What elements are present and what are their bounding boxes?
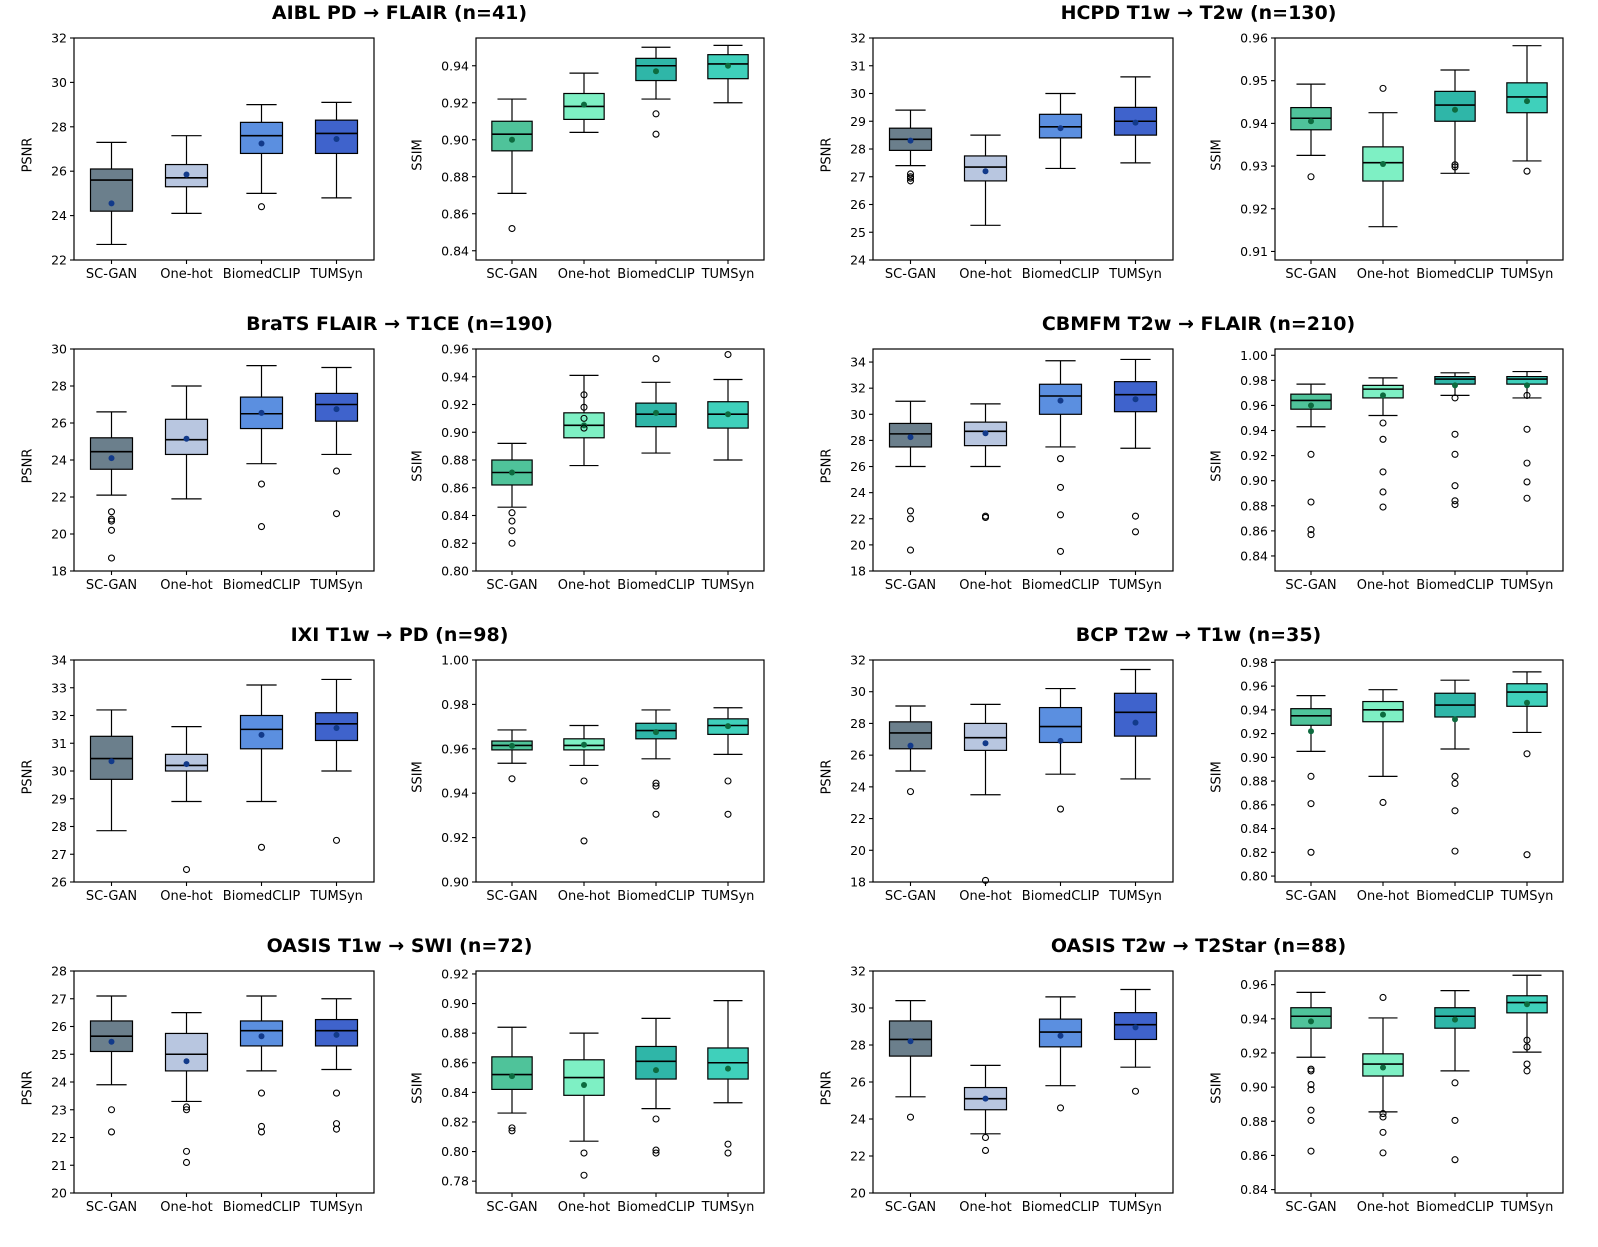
svg-text:0.92: 0.92: [1240, 201, 1268, 217]
svg-text:24: 24: [51, 1074, 67, 1090]
boxplot-svg: [420, 652, 772, 908]
psnr-subplot: [20, 963, 390, 1215]
svg-text:TUMSyn: TUMSyn: [1500, 578, 1554, 593]
svg-text:TUMSyn: TUMSyn: [1500, 267, 1554, 282]
svg-text:22: 22: [51, 252, 67, 268]
svg-text:One-hot: One-hot: [959, 1200, 1012, 1215]
svg-text:26: 26: [51, 874, 67, 890]
svg-text:27: 27: [51, 991, 67, 1007]
svg-text:25: 25: [51, 1046, 67, 1062]
panel-title: BraTS FLAIR → T1CE (n=190): [246, 313, 553, 335]
svg-text:30: 30: [850, 684, 866, 700]
svg-text:22: 22: [51, 1130, 67, 1145]
svg-text:20: 20: [51, 1185, 67, 1201]
svg-text:0.94: 0.94: [441, 785, 469, 801]
svg-text:0.94: 0.94: [1240, 115, 1268, 131]
svg-text:24: 24: [850, 485, 866, 501]
svg-text:0.94: 0.94: [1240, 702, 1268, 718]
svg-text:26: 26: [51, 163, 67, 179]
ssim-subplot: [410, 652, 780, 904]
svg-text:30: 30: [51, 341, 67, 357]
svg-text:0.92: 0.92: [441, 966, 469, 982]
psnr-subplot: [819, 30, 1189, 282]
svg-text:32: 32: [850, 30, 866, 46]
svg-text:0.84: 0.84: [1240, 821, 1268, 837]
svg-text:SC-GAN: SC-GAN: [486, 267, 538, 282]
svg-text:20: 20: [51, 526, 67, 542]
svg-text:30: 30: [51, 763, 67, 779]
svg-text:One-hot: One-hot: [557, 889, 611, 904]
ssim-subplot: [1209, 341, 1579, 593]
svg-text:0.96: 0.96: [441, 341, 469, 357]
svg-text:TUMSyn: TUMSyn: [1109, 578, 1162, 593]
psnr-axis-label: PSNR: [20, 137, 36, 173]
svg-text:0.86: 0.86: [441, 480, 469, 496]
svg-text:0.92: 0.92: [1240, 448, 1268, 464]
svg-text:SC-GAN: SC-GAN: [1285, 578, 1337, 593]
svg-text:One-hot: One-hot: [1356, 1200, 1410, 1215]
chart-panel: [0, 622, 799, 933]
psnr-subplot: [20, 30, 390, 282]
svg-text:0.78: 0.78: [441, 1173, 469, 1189]
chart-panel: [0, 311, 799, 622]
svg-text:0.96: 0.96: [1240, 30, 1268, 46]
svg-text:BiomedCLIP: BiomedCLIP: [222, 1200, 301, 1215]
svg-text:0.92: 0.92: [1240, 1045, 1268, 1061]
svg-text:0.84: 0.84: [1240, 1182, 1268, 1198]
svg-text:0.94: 0.94: [1240, 423, 1268, 439]
svg-text:0.90: 0.90: [441, 132, 469, 148]
svg-text:One-hot: One-hot: [160, 267, 213, 282]
svg-text:0.92: 0.92: [441, 95, 469, 111]
svg-text:BiomedCLIP: BiomedCLIP: [617, 1200, 695, 1215]
svg-text:TUMSyn: TUMSyn: [1109, 1200, 1162, 1215]
svg-text:TUMSyn: TUMSyn: [701, 267, 755, 282]
svg-text:SC-GAN: SC-GAN: [884, 1200, 937, 1215]
svg-text:1.00: 1.00: [1240, 347, 1268, 363]
ssim-subplot: [410, 341, 780, 593]
svg-text:0.91: 0.91: [1240, 243, 1268, 259]
panel-title: IXI T1w → PD (n=98): [290, 624, 509, 646]
svg-text:32: 32: [850, 652, 866, 668]
svg-text:33: 33: [51, 680, 67, 696]
ssim-axis-label: SSIM: [410, 761, 426, 793]
svg-text:0.82: 0.82: [441, 535, 469, 551]
ssim-subplot: [410, 30, 780, 282]
svg-text:One-hot: One-hot: [959, 267, 1012, 282]
panel-title: HCPD T1w → T2w (n=130): [1060, 2, 1337, 24]
panel-title: AIBL PD → FLAIR (n=41): [271, 2, 528, 24]
svg-text:0.88: 0.88: [441, 1025, 469, 1041]
svg-text:BiomedCLIP: BiomedCLIP: [1416, 578, 1494, 593]
svg-text:0.98: 0.98: [1240, 372, 1268, 388]
svg-text:30: 30: [850, 86, 866, 101]
svg-text:SC-GAN: SC-GAN: [486, 1200, 538, 1215]
svg-text:0.84: 0.84: [441, 508, 469, 523]
svg-text:SC-GAN: SC-GAN: [486, 889, 538, 904]
boxplot-svg: [30, 341, 382, 597]
svg-text:32: 32: [850, 380, 866, 396]
svg-text:22: 22: [850, 511, 866, 527]
svg-text:BiomedCLIP: BiomedCLIP: [222, 889, 301, 904]
svg-text:One-hot: One-hot: [1356, 578, 1410, 593]
boxplot-svg: [30, 30, 382, 286]
svg-text:TUMSyn: TUMSyn: [701, 889, 755, 904]
svg-text:TUMSyn: TUMSyn: [1500, 889, 1554, 904]
svg-text:0.84: 0.84: [441, 243, 469, 259]
svg-text:24: 24: [850, 1111, 866, 1127]
boxplot-svg: [420, 341, 772, 597]
svg-text:20: 20: [850, 537, 866, 553]
svg-text:30: 30: [51, 74, 67, 90]
svg-text:One-hot: One-hot: [557, 578, 611, 593]
svg-text:29: 29: [850, 113, 866, 129]
svg-text:SC-GAN: SC-GAN: [884, 889, 937, 904]
svg-text:TUMSyn: TUMSyn: [310, 578, 363, 593]
svg-text:28: 28: [51, 819, 67, 834]
boxplot-svg: [1219, 652, 1571, 908]
ssim-axis-label: SSIM: [1209, 1072, 1225, 1104]
svg-text:0.94: 0.94: [1240, 1011, 1268, 1027]
svg-text:One-hot: One-hot: [1356, 889, 1410, 904]
svg-text:SC-GAN: SC-GAN: [85, 1200, 138, 1215]
svg-text:BiomedCLIP: BiomedCLIP: [617, 889, 695, 904]
psnr-subplot: [819, 963, 1189, 1215]
psnr-subplot: [20, 341, 390, 593]
boxplot-svg: [30, 963, 382, 1219]
svg-text:0.88: 0.88: [1240, 498, 1268, 514]
ssim-subplot: [1209, 30, 1579, 282]
svg-text:25: 25: [850, 224, 866, 240]
boxplot-svg: [1219, 341, 1571, 597]
svg-text:18: 18: [850, 874, 866, 890]
svg-text:0.92: 0.92: [1240, 726, 1268, 742]
svg-text:TUMSyn: TUMSyn: [310, 267, 363, 282]
svg-text:26: 26: [850, 1074, 866, 1090]
svg-text:TUMSyn: TUMSyn: [701, 578, 755, 593]
psnr-axis-label: PSNR: [819, 759, 835, 795]
boxplot-svg: [829, 652, 1181, 908]
svg-text:32: 32: [850, 963, 866, 979]
boxplot-svg: [829, 30, 1181, 286]
svg-text:26: 26: [850, 197, 866, 212]
svg-text:1.00: 1.00: [441, 652, 469, 668]
svg-text:31: 31: [51, 735, 67, 751]
chart-panel: [0, 0, 799, 311]
ssim-axis-label: SSIM: [1209, 139, 1225, 171]
svg-text:22: 22: [51, 489, 67, 505]
psnr-subplot: [20, 652, 390, 904]
svg-text:34: 34: [850, 354, 866, 370]
ssim-subplot: [1209, 963, 1579, 1215]
svg-text:31: 31: [850, 58, 866, 74]
svg-text:SC-GAN: SC-GAN: [85, 889, 138, 904]
svg-text:0.82: 0.82: [1240, 844, 1268, 860]
svg-text:0.80: 0.80: [1240, 868, 1268, 884]
svg-text:23: 23: [51, 1102, 67, 1118]
svg-text:SC-GAN: SC-GAN: [486, 578, 538, 593]
svg-text:0.88: 0.88: [1240, 773, 1268, 789]
svg-text:One-hot: One-hot: [160, 889, 213, 904]
svg-text:27: 27: [850, 169, 866, 185]
svg-text:0.90: 0.90: [1240, 473, 1268, 489]
svg-text:29: 29: [51, 791, 67, 807]
svg-text:27: 27: [51, 846, 67, 862]
svg-text:SC-GAN: SC-GAN: [884, 267, 937, 282]
svg-text:28: 28: [850, 1037, 866, 1053]
svg-text:0.96: 0.96: [1240, 397, 1268, 413]
svg-text:0.84: 0.84: [441, 1084, 469, 1100]
svg-text:0.86: 0.86: [441, 206, 469, 222]
svg-text:BiomedCLIP: BiomedCLIP: [1416, 267, 1494, 282]
psnr-subplot: [819, 652, 1189, 904]
chart-panel: [799, 0, 1598, 311]
svg-text:24: 24: [850, 252, 866, 268]
svg-text:SC-GAN: SC-GAN: [1285, 1200, 1337, 1215]
svg-text:0.92: 0.92: [441, 397, 469, 412]
ssim-subplot: [1209, 652, 1579, 904]
svg-text:One-hot: One-hot: [1356, 267, 1410, 282]
svg-text:TUMSyn: TUMSyn: [310, 1200, 363, 1215]
svg-text:28: 28: [51, 378, 67, 394]
svg-text:28: 28: [850, 141, 866, 157]
ssim-axis-label: SSIM: [1209, 761, 1225, 793]
svg-text:BiomedCLIP: BiomedCLIP: [222, 578, 301, 593]
psnr-subplot: [819, 341, 1189, 593]
svg-text:26: 26: [850, 459, 866, 475]
svg-text:24: 24: [51, 452, 67, 468]
ssim-axis-label: SSIM: [410, 139, 426, 171]
psnr-axis-label: PSNR: [819, 448, 835, 484]
svg-text:0.86: 0.86: [1240, 1147, 1268, 1163]
svg-text:0.96: 0.96: [1240, 678, 1268, 694]
svg-text:34: 34: [51, 652, 67, 668]
svg-text:SC-GAN: SC-GAN: [884, 578, 937, 593]
panel-title: BCP T2w → T1w (n=35): [1075, 624, 1322, 646]
svg-text:20: 20: [850, 1185, 866, 1201]
psnr-axis-label: PSNR: [20, 759, 36, 795]
svg-text:30: 30: [850, 406, 866, 422]
svg-text:TUMSyn: TUMSyn: [1109, 267, 1162, 282]
svg-text:26: 26: [51, 415, 67, 431]
ssim-axis-label: SSIM: [1209, 450, 1225, 482]
svg-text:0.92: 0.92: [441, 830, 469, 846]
svg-text:0.80: 0.80: [441, 1144, 469, 1160]
svg-text:26: 26: [850, 747, 866, 763]
svg-text:One-hot: One-hot: [557, 1200, 611, 1215]
svg-text:TUMSyn: TUMSyn: [310, 889, 363, 904]
svg-text:SC-GAN: SC-GAN: [85, 267, 138, 282]
svg-text:28: 28: [850, 715, 866, 731]
svg-text:TUMSyn: TUMSyn: [1500, 1200, 1554, 1215]
svg-text:0.94: 0.94: [441, 58, 469, 74]
svg-text:0.88: 0.88: [441, 169, 469, 185]
svg-text:18: 18: [51, 563, 67, 579]
svg-text:One-hot: One-hot: [557, 267, 611, 282]
svg-text:28: 28: [51, 119, 67, 135]
svg-text:0.98: 0.98: [1240, 654, 1268, 670]
boxplot-svg: [30, 652, 382, 908]
svg-text:BiomedCLIP: BiomedCLIP: [222, 267, 301, 282]
svg-text:26: 26: [51, 1019, 67, 1034]
psnr-axis-label: PSNR: [20, 448, 36, 484]
svg-text:0.96: 0.96: [1240, 977, 1268, 993]
svg-text:0.88: 0.88: [441, 452, 469, 468]
svg-text:BiomedCLIP: BiomedCLIP: [617, 267, 695, 282]
svg-text:0.90: 0.90: [1240, 1079, 1268, 1095]
ssim-axis-label: SSIM: [410, 1072, 426, 1104]
panel-title: CBMFM T2w → FLAIR (n=210): [1041, 313, 1356, 335]
svg-text:0.90: 0.90: [441, 874, 469, 890]
svg-text:0.86: 0.86: [1240, 797, 1268, 813]
boxplot-svg: [829, 341, 1181, 597]
svg-text:32: 32: [51, 708, 67, 723]
svg-text:28: 28: [850, 432, 866, 448]
svg-text:28: 28: [51, 963, 67, 979]
panel-title: OASIS T2w → T2Star (n=88): [1050, 935, 1347, 957]
svg-text:0.96: 0.96: [441, 741, 469, 757]
boxplot-svg: [1219, 963, 1571, 1219]
svg-text:BiomedCLIP: BiomedCLIP: [617, 578, 695, 593]
svg-text:0.95: 0.95: [1240, 73, 1268, 89]
svg-text:32: 32: [51, 30, 67, 46]
svg-text:0.94: 0.94: [441, 369, 469, 385]
chart-panel: [799, 622, 1598, 933]
svg-text:21: 21: [51, 1157, 67, 1173]
svg-text:0.82: 0.82: [441, 1114, 469, 1130]
boxplot-svg: [420, 963, 772, 1219]
chart-panel: [0, 933, 799, 1244]
ssim-subplot: [410, 963, 780, 1215]
svg-text:SC-GAN: SC-GAN: [1285, 267, 1337, 282]
boxplot-svg: [829, 963, 1181, 1219]
svg-text:0.80: 0.80: [441, 563, 469, 579]
panel-title: OASIS T1w → SWI (n=72): [266, 935, 533, 957]
svg-text:One-hot: One-hot: [959, 889, 1012, 904]
chart-panel: [799, 311, 1598, 622]
boxplot-svg: [1219, 30, 1571, 286]
svg-text:0.90: 0.90: [441, 424, 469, 440]
svg-text:24: 24: [850, 779, 866, 795]
svg-text:24: 24: [51, 208, 67, 224]
svg-text:SC-GAN: SC-GAN: [85, 578, 138, 593]
svg-text:BiomedCLIP: BiomedCLIP: [1416, 889, 1494, 904]
svg-text:0.90: 0.90: [1240, 749, 1268, 765]
svg-text:BiomedCLIP: BiomedCLIP: [1021, 889, 1100, 904]
svg-text:22: 22: [850, 811, 866, 827]
svg-text:BiomedCLIP: BiomedCLIP: [1021, 578, 1100, 593]
svg-text:BiomedCLIP: BiomedCLIP: [1021, 267, 1100, 282]
svg-text:0.88: 0.88: [1240, 1113, 1268, 1129]
psnr-axis-label: PSNR: [20, 1070, 36, 1106]
svg-text:0.86: 0.86: [441, 1055, 469, 1071]
svg-text:22: 22: [850, 1148, 866, 1164]
svg-text:30: 30: [850, 1000, 866, 1016]
svg-text:18: 18: [850, 563, 866, 579]
svg-text:TUMSyn: TUMSyn: [701, 1200, 755, 1215]
svg-text:TUMSyn: TUMSyn: [1109, 889, 1162, 904]
psnr-axis-label: PSNR: [819, 137, 835, 173]
svg-text:BiomedCLIP: BiomedCLIP: [1021, 1200, 1100, 1215]
svg-text:0.93: 0.93: [1240, 158, 1268, 174]
svg-text:0.98: 0.98: [441, 696, 469, 712]
chart-panel: [799, 933, 1598, 1244]
svg-text:0.84: 0.84: [1240, 548, 1268, 564]
svg-text:One-hot: One-hot: [160, 578, 213, 593]
psnr-axis-label: PSNR: [819, 1070, 835, 1106]
svg-text:0.86: 0.86: [1240, 523, 1268, 539]
svg-text:0.90: 0.90: [441, 996, 469, 1012]
ssim-axis-label: SSIM: [410, 450, 426, 482]
svg-text:One-hot: One-hot: [160, 1200, 213, 1215]
boxplot-svg: [420, 30, 772, 286]
svg-text:SC-GAN: SC-GAN: [1285, 889, 1337, 904]
svg-text:BiomedCLIP: BiomedCLIP: [1416, 1200, 1494, 1215]
svg-text:One-hot: One-hot: [959, 578, 1012, 593]
svg-text:20: 20: [850, 842, 866, 858]
